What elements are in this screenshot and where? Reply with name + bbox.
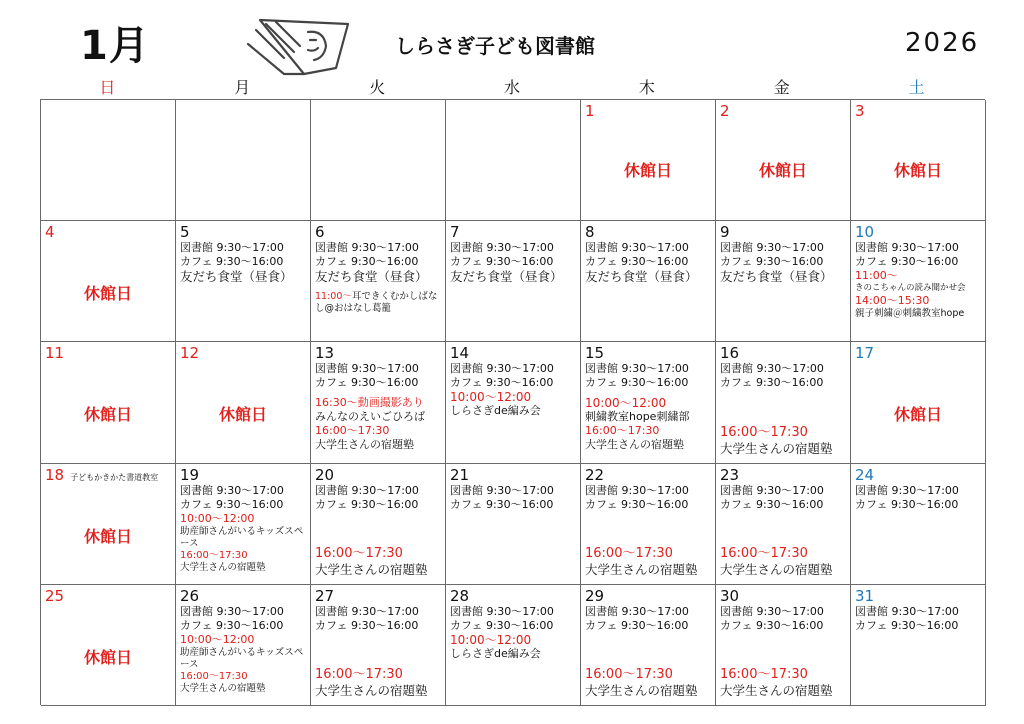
- cafe-hours: カフェ 9:30〜16:00: [585, 618, 689, 632]
- event-homework: 大学生さんの宿題塾: [180, 561, 266, 573]
- library-hours: 図書館 9:30〜17:00: [450, 604, 554, 618]
- closed-label: 休館日: [758, 161, 807, 180]
- day-number: 3: [855, 102, 865, 120]
- day-number: 25: [45, 586, 65, 605]
- event-time: 11:00〜: [315, 291, 352, 303]
- cafe-hours: カフェ 9:30〜16:00: [180, 618, 284, 632]
- day-number: 7: [450, 223, 460, 242]
- event-time: 10:00〜12:00: [450, 390, 532, 405]
- day-cell-1: [581, 100, 716, 221]
- library-hours: 図書館 9:30〜17:00: [315, 483, 419, 497]
- library-hours: 図書館 9:30〜17:00: [315, 241, 419, 255]
- day-number: 29: [585, 586, 605, 605]
- weekday-tue: 火: [369, 78, 386, 97]
- event-homework: 大学生さんの宿題塾: [180, 682, 266, 694]
- day-number: 6: [315, 223, 325, 242]
- day-cell-6: [311, 221, 446, 342]
- cafe-hours: カフェ 9:30〜16:00: [585, 376, 689, 390]
- closed-label: 休館日: [893, 161, 942, 180]
- event-time: 10:00〜12:00: [180, 511, 255, 525]
- cafe-hours: カフェ 9:30〜16:00: [585, 497, 689, 511]
- library-hours: 図書館 9:30〜17:00: [450, 241, 554, 255]
- day-number: 4: [45, 223, 55, 242]
- cafe-hours: カフェ 9:30〜16:00: [855, 255, 959, 269]
- day-cell-28: [446, 585, 581, 706]
- event-time: 10:00〜12:00: [180, 632, 255, 646]
- year-label: 2026: [905, 28, 980, 58]
- event-homework: 大学生さんの宿題塾: [720, 682, 833, 698]
- day-number: 19: [180, 465, 200, 484]
- day-cell-empty: [41, 100, 176, 221]
- library-hours: 図書館 9:30〜17:00: [450, 483, 554, 497]
- event-lunch: 友だち食堂（昼食）: [450, 269, 563, 285]
- closed-label: 休館日: [83, 405, 132, 425]
- library-hours: 図書館 9:30〜17:00: [720, 483, 824, 497]
- event-calligraphy: 子どもかきかた書道教室: [70, 472, 159, 482]
- day-cell-empty: [176, 100, 311, 221]
- day-cell-22: [581, 464, 716, 585]
- weekday-mon: 月: [234, 78, 251, 97]
- day-cell-31: [851, 585, 986, 706]
- day-cell-19: [176, 464, 311, 585]
- event-knitting: しらさぎde編み会: [450, 646, 541, 660]
- cafe-hours: カフェ 9:30〜16:00: [315, 255, 419, 269]
- event-homework: 大学生さんの宿題塾: [585, 561, 698, 577]
- day-cell-27: [311, 585, 446, 706]
- event-homework: 大学生さんの宿題塾: [315, 438, 414, 452]
- event-time: 16:00〜17:30: [315, 545, 403, 561]
- event-homework: 大学生さんの宿題塾: [315, 561, 428, 577]
- weekday-sun: 日: [99, 78, 116, 97]
- event-midwife: 助産師さんがいるキッズスペース: [180, 646, 304, 670]
- cafe-hours: カフェ 9:30〜16:00: [720, 497, 824, 511]
- day-number: 9: [720, 223, 730, 242]
- event-lunch: 友だち食堂（昼食）: [720, 269, 833, 285]
- cafe-hours: カフェ 9:30〜16:00: [720, 618, 824, 632]
- weekday-sat: 土: [908, 78, 925, 97]
- event-homework: 大学生さんの宿題塾: [720, 561, 833, 577]
- day-cell-16: [716, 342, 851, 463]
- day-number: 20: [315, 465, 335, 484]
- event-time: 11:00〜: [855, 269, 898, 283]
- library-hours: 図書館 9:30〜17:00: [585, 483, 689, 497]
- event-lunch: 友だち食堂（昼食）: [315, 269, 428, 285]
- event-time: 16:00〜17:30: [315, 666, 403, 682]
- day-cell-23: [716, 464, 851, 585]
- day-cell-4: [41, 221, 176, 342]
- library-hours: 図書館 9:30〜17:00: [585, 604, 689, 618]
- day-number: 5: [180, 223, 190, 242]
- library-hours: 図書館 9:30〜17:00: [720, 604, 824, 618]
- event-midwife: 助産師さんがいるキッズスペース: [180, 525, 304, 549]
- cafe-hours: カフェ 9:30〜16:00: [585, 255, 689, 269]
- day-cell-29: [581, 585, 716, 706]
- library-hours: 図書館 9:30〜17:00: [585, 241, 689, 255]
- day-cell-11: [41, 342, 176, 463]
- event-time: 16:00〜17:30: [180, 670, 248, 682]
- library-hours: 図書館 9:30〜17:00: [180, 604, 284, 618]
- event-homework: 大学生さんの宿題塾: [720, 440, 833, 456]
- day-number: 16: [720, 344, 740, 363]
- day-cell-2: [716, 100, 851, 221]
- day-number: 2: [720, 102, 730, 120]
- library-hours: 図書館 9:30〜17:00: [855, 483, 959, 497]
- day-number: 11: [45, 344, 65, 363]
- event-time: 16:00〜17:30: [585, 666, 673, 682]
- day-number: 31: [855, 586, 875, 605]
- day-number: 18: [45, 465, 65, 484]
- closed-label: 休館日: [83, 284, 132, 304]
- library-hours: 図書館 9:30〜17:00: [585, 362, 689, 376]
- day-number: 14: [450, 344, 470, 363]
- cafe-hours: カフェ 9:30〜16:00: [450, 618, 554, 632]
- day-number: 21: [450, 465, 470, 484]
- day-number: 17: [855, 344, 875, 363]
- closed-label: 休館日: [218, 405, 267, 425]
- day-cell-7: [446, 221, 581, 342]
- library-hours: 図書館 9:30〜17:00: [315, 604, 419, 618]
- day-cell-17: [851, 342, 986, 463]
- day-number: 15: [585, 344, 605, 363]
- cafe-hours: カフェ 9:30〜16:00: [720, 376, 824, 390]
- cafe-hours: カフェ 9:30〜16:00: [315, 497, 419, 511]
- day-number: 1: [585, 102, 595, 120]
- weekday-header: [40, 78, 984, 98]
- calendar-grid: [40, 99, 985, 705]
- day-number: 12: [180, 344, 200, 363]
- weekday-fri: 金: [773, 78, 790, 97]
- event-time: 14:00〜15:30: [855, 294, 930, 308]
- library-hours: 図書館 9:30〜17:00: [450, 362, 554, 376]
- day-number: 30: [720, 586, 740, 605]
- day-number: 10: [855, 223, 875, 242]
- closed-label: 休館日: [623, 161, 672, 180]
- event-time: 16:00〜17:30: [315, 424, 390, 438]
- day-number: 26: [180, 586, 200, 605]
- event-time: 10:00〜12:00: [450, 632, 532, 647]
- cafe-hours: カフェ 9:30〜16:00: [720, 255, 824, 269]
- day-cell-25: [41, 585, 176, 706]
- cafe-hours: カフェ 9:30〜16:00: [855, 618, 959, 632]
- book-reading-logo-icon: [244, 12, 360, 84]
- day-number: 27: [315, 586, 335, 605]
- event-time: 16:00〜17:30: [585, 545, 673, 561]
- event-time: 16:00〜17:30: [720, 545, 808, 561]
- day-cell-26: [176, 585, 311, 706]
- weekday-thu: 木: [638, 78, 655, 97]
- day-cell-5: [176, 221, 311, 342]
- day-number: 13: [315, 344, 335, 363]
- event-embroidery: 親子刺繍＠刺繍教室hope: [855, 308, 965, 320]
- library-hours: 図書館 9:30〜17:00: [855, 241, 959, 255]
- day-cell-empty: [311, 100, 446, 221]
- event-time: 16:30〜動画撮影あり: [315, 396, 424, 410]
- day-cell-9: [716, 221, 851, 342]
- cafe-hours: カフェ 9:30〜16:00: [180, 497, 284, 511]
- day-cell-10: [851, 221, 986, 342]
- day-cell-30: [716, 585, 851, 706]
- day-number: 8: [585, 223, 595, 242]
- cafe-hours: カフェ 9:30〜16:00: [180, 255, 284, 269]
- event-lunch: 友だち食堂（昼食）: [180, 269, 293, 285]
- library-name: しらさぎ子ども図書館: [395, 34, 595, 58]
- library-hours: 図書館 9:30〜17:00: [180, 483, 284, 497]
- day-cell-14: [446, 342, 581, 463]
- month-title: 1月: [80, 23, 150, 69]
- event-english: みんなのえいごひろば: [315, 410, 425, 424]
- library-hours: 図書館 9:30〜17:00: [315, 362, 419, 376]
- event-homework: 大学生さんの宿題塾: [315, 682, 428, 698]
- day-number: 28: [450, 586, 470, 605]
- day-number: 24: [855, 465, 875, 484]
- event-time: 16:00〜17:30: [180, 549, 248, 561]
- day-cell-24: [851, 464, 986, 585]
- library-hours: 図書館 9:30〜17:00: [720, 241, 824, 255]
- event-storytelling: 耳できくむかしばなし@おはなし葛籠: [315, 291, 438, 315]
- event-embroidery-club: 刺繍教室hope刺繍部: [585, 410, 690, 424]
- cafe-hours: カフェ 9:30〜16:00: [315, 618, 419, 632]
- cafe-hours: カフェ 9:30〜16:00: [450, 497, 554, 511]
- day-cell-13: [311, 342, 446, 463]
- library-hours: 図書館 9:30〜17:00: [855, 604, 959, 618]
- day-cell-12: [176, 342, 311, 463]
- event-time: 16:00〜17:30: [720, 424, 808, 440]
- day-cell-18: [41, 464, 176, 585]
- cafe-hours: カフェ 9:30〜16:00: [450, 255, 554, 269]
- event-reading: きのこちゃんの読み聞かせ会: [855, 283, 966, 294]
- day-cell-8: [581, 221, 716, 342]
- event-time: 16:00〜17:30: [585, 424, 660, 438]
- day-cell-20: [311, 464, 446, 585]
- weekday-wed: 水: [503, 78, 520, 97]
- day-number: 22: [585, 465, 605, 484]
- day-cell-21: [446, 464, 581, 585]
- event-time: 10:00〜12:00: [585, 396, 667, 411]
- cafe-hours: カフェ 9:30〜16:00: [855, 497, 959, 511]
- day-cell-15: [581, 342, 716, 463]
- event-homework: 大学生さんの宿題塾: [585, 438, 684, 452]
- closed-label: 休館日: [83, 526, 132, 546]
- day-number: 23: [720, 465, 740, 484]
- library-hours: 図書館 9:30〜17:00: [720, 362, 824, 376]
- event-homework: 大学生さんの宿題塾: [585, 682, 698, 698]
- event-knitting: しらさぎde編み会: [450, 404, 541, 418]
- cafe-hours: カフェ 9:30〜16:00: [450, 376, 554, 390]
- closed-label: 休館日: [893, 405, 942, 425]
- cafe-hours: カフェ 9:30〜16:00: [315, 376, 419, 390]
- event-lunch: 友だち食堂（昼食）: [585, 269, 698, 285]
- closed-label: 休館日: [83, 647, 132, 667]
- day-cell-3: [851, 100, 986, 221]
- library-hours: 図書館 9:30〜17:00: [180, 241, 284, 255]
- event-time: 16:00〜17:30: [720, 666, 808, 682]
- day-cell-empty: [446, 100, 581, 221]
